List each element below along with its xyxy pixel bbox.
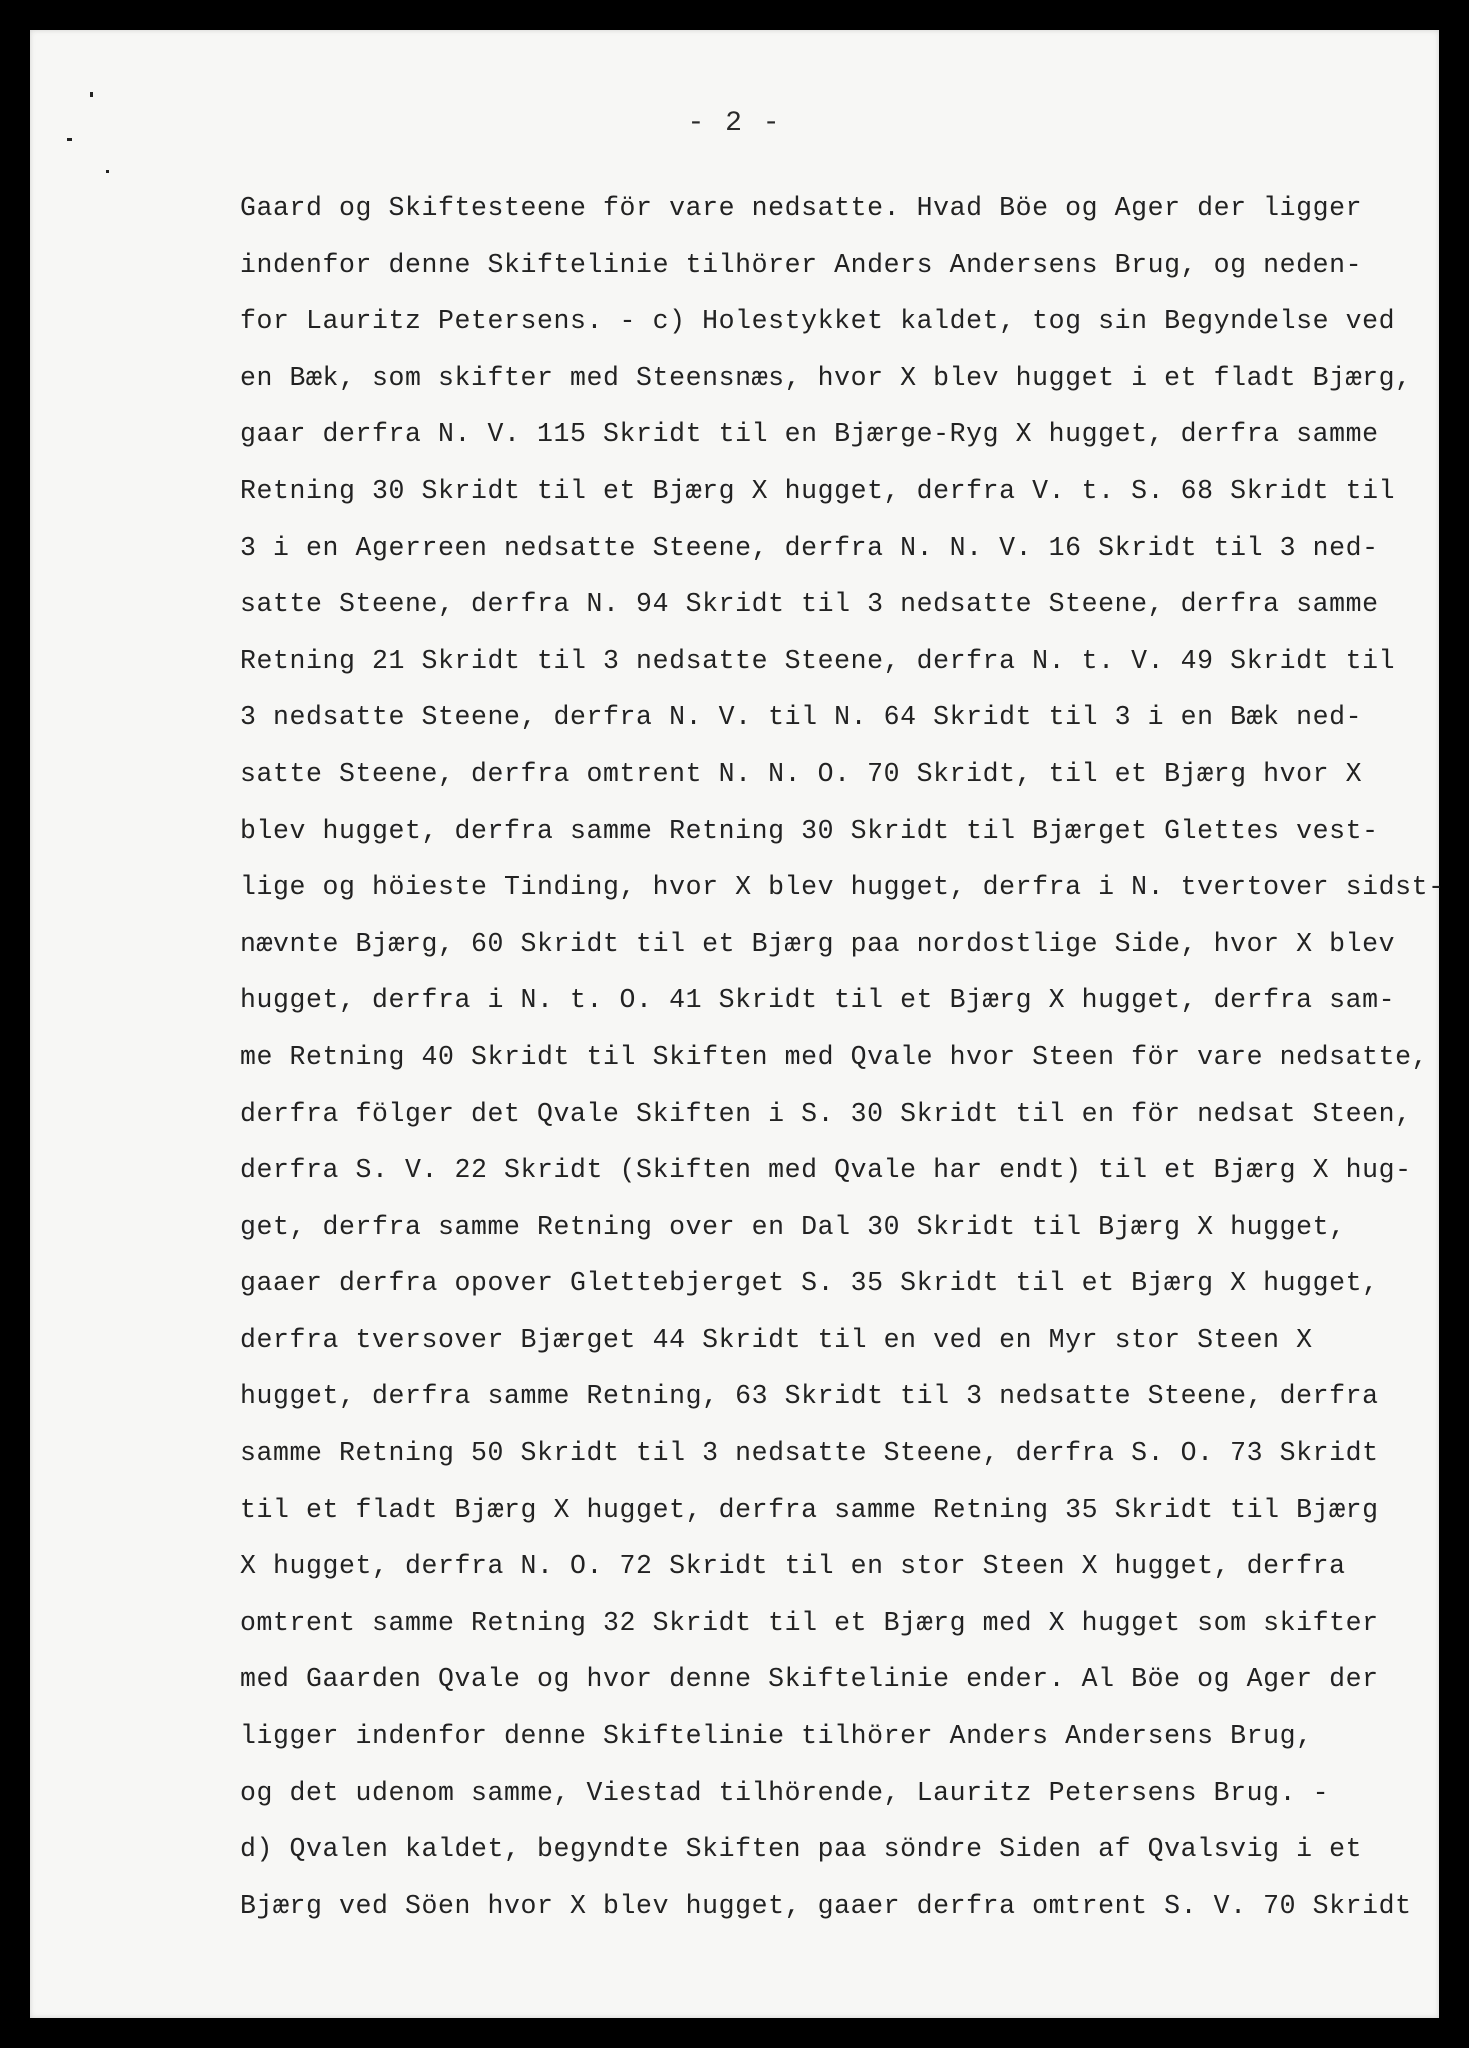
text-line: X hugget, derfra N. O. 72 Skridt til en stor Steen X hugget, derfra — [240, 1551, 1346, 1582]
text-line: nævnte Bjærg, 60 Skridt til et Bjærg paa nordostlige Side, hvor X blev — [240, 928, 1396, 959]
text-line: 3 nedsatte Steene, derfra N. V. til N. 64 Skridt til 3 i en Bæk ned- — [240, 702, 1363, 733]
text-line: get, derfra samme Retning over en Dal 30 Skridt til Bjærg X hugget, — [240, 1211, 1346, 1242]
body-text — [240, 180, 1469, 1934]
text-line: med Gaarden Qvale og hvor denne Skiftelinie ender. Al Böe og Ager der — [240, 1664, 1379, 1695]
text-line: ligger indenfor denne Skiftelinie tilhörer Anders Andersens Brug, — [240, 1721, 1313, 1752]
text-line: derfra tversover Bjærget 44 Skridt til en ved en Myr stor Steen X — [240, 1324, 1313, 1355]
text-line: en Bæk, som skifter med Steensnæs, hvor X blev hugget i et fladt Bjærg, — [240, 362, 1412, 393]
text-line: Retning 21 Skridt til 3 nedsatte Steene, derfra N. t. V. 49 Skridt til — [240, 645, 1396, 676]
margin-mark — [106, 170, 109, 173]
text-line: hugget, derfra i N. t. O. 41 Skridt til et Bjærg X hugget, derfra sam- — [240, 985, 1396, 1016]
text-line: satte Steene, derfra omtrent N. N. O. 70 Skridt, til et Bjærg hvor X — [240, 758, 1363, 789]
text-line: derfra S. V. 22 Skridt (Skiften med Qvale har endt) til et Bjærg X hug- — [240, 1155, 1412, 1186]
text-line: samme Retning 50 Skridt til 3 nedsatte Steene, derfra S. O. 73 Skridt — [240, 1438, 1379, 1469]
text-line: Retning 30 Skridt til et Bjærg X hugget, derfra V. t. S. 68 Skridt til — [240, 475, 1396, 506]
text-line: blev hugget, derfra samme Retning 30 Skridt til Bjærget Glettes vest- — [240, 815, 1379, 846]
text-line: lige og höieste Tinding, hvor X blev hugget, derfra i N. tvertover sidst- — [240, 872, 1445, 903]
text-line: Gaard og Skiftesteene för vare nedsatte. Hvad Böe og Ager der ligger — [240, 193, 1363, 223]
text-line: gaar derfra N. V. 115 Skridt til en Bjærge-Ryg X hugget, derfra samme — [240, 419, 1379, 450]
text-line: me Retning 40 Skridt til Skiften med Qvale hvor Steen för vare nedsatte, — [240, 1041, 1429, 1072]
text-line: Bjærg ved Söen hvor X blev hugget, gaaer derfra omtrent S. V. 70 Skridt — [240, 1890, 1412, 1921]
text-line: derfra fölger det Qvale Skiften i S. 30 Skridt til en för nedsat Steen, — [240, 1098, 1412, 1129]
text-line: 3 i en Agerreen nedsatte Steene, derfra N. N. V. 16 Skridt til 3 ned- — [240, 532, 1379, 563]
margin-mark — [90, 92, 93, 97]
text-line: for Lauritz Petersens. - c) Holestykket kaldet, tog sin Begyndelse ved — [240, 306, 1396, 337]
text-line: til et fladt Bjærg X hugget, derfra samme Retning 35 Skridt til Bjærg — [240, 1494, 1379, 1525]
document-page — [30, 30, 1445, 2018]
text-line: satte Steene, derfra N. 94 Skridt til 3 nedsatte Steene, derfra samme — [240, 589, 1379, 620]
text-line: omtrent samme Retning 32 Skridt til et Bjærg med X hugget som skifter — [240, 1607, 1379, 1638]
text-line: d) Qvalen kaldet, begyndte Skiften paa söndre Siden af Qvalsvig i et — [240, 1834, 1363, 1865]
text-line: indenfor denne Skiftelinie tilhörer Anders Andersens Brug, og neden- — [240, 249, 1363, 280]
page-number: - 2 - — [687, 108, 782, 139]
text-line: og det udenom samme, Viestad tilhörende, Lauritz Petersens Brug. - — [240, 1777, 1330, 1808]
text-line: hugget, derfra samme Retning, 63 Skridt til 3 nedsatte Steene, derfra — [240, 1381, 1379, 1412]
text-line: gaaer derfra opover Glettebjerget S. 35 Skridt til et Bjærg X hugget, — [240, 1268, 1379, 1299]
